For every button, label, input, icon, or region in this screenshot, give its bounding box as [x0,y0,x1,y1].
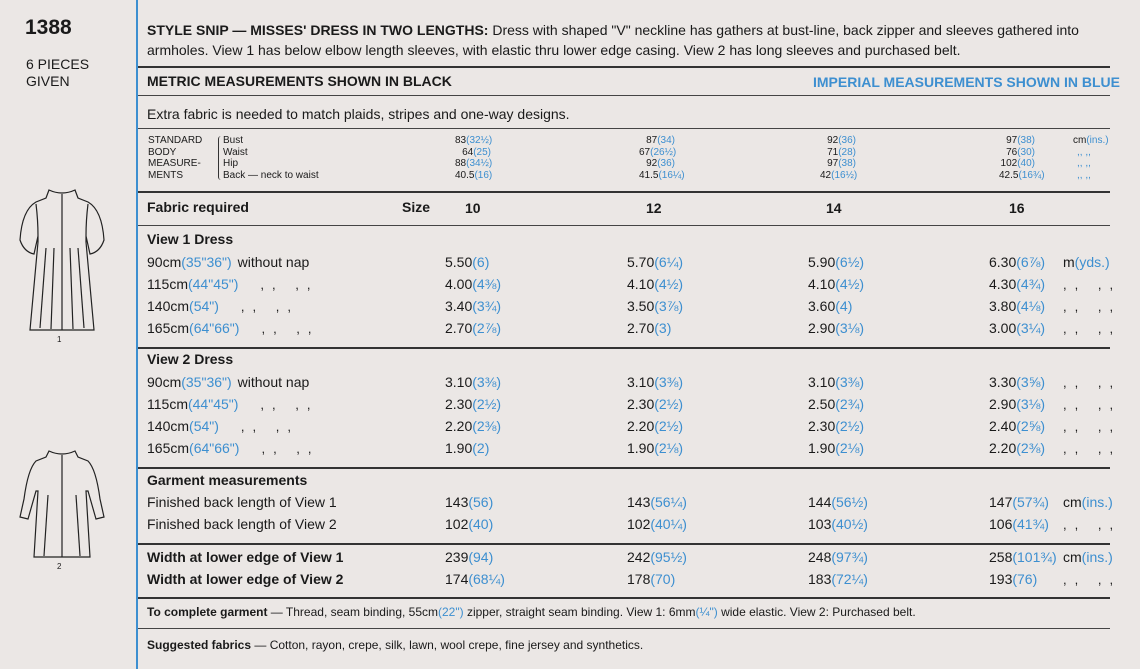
garment-unit: ,, ,, [1063,572,1122,587]
pattern-number: 1388 [25,16,72,39]
view1-dress-illustration [16,180,108,338]
fabric-width-label: 90cm(35"36") without nap [147,374,310,390]
fabric-unit: ,, ,, [1063,277,1122,292]
fabric-value-size-10: 2.30(2½) [445,396,502,412]
extra-fabric-note: Extra fabric is needed to match plaids, stripes and one-way designs. [147,106,570,122]
garment-value-size-16: 147(57¾) [989,494,1049,510]
garment-unit: ,, ,, [1063,517,1122,532]
style-title: STYLE SNIP — MISSES' DRESS IN TWO LENGTHS: [147,22,489,38]
fabric-required-label: Fabric required [147,199,249,215]
garment-value-size-14: 248(97¾) [808,549,868,565]
fabric-value-size-16: 6.30(6⅞) [989,254,1046,270]
garment-value-size-12: 102(40¼) [627,516,687,532]
garment-value-size-10: 239(94) [445,549,494,565]
divider [138,597,1110,599]
garment-value-size-12: 178(70) [627,571,676,587]
bm-units: cm(ins.) ,, ,, ,, ,, ,, ,, [1073,135,1109,181]
fabric-value-size-14: 5.90(6½) [808,254,865,270]
fabric-value-size-16: 2.20(2⅜) [989,440,1046,456]
garment-value-size-10: 174(68¼) [445,571,505,587]
garment-value-size-10: 143(56) [445,494,494,510]
divider [138,225,1110,226]
garment-value-size-10: 102(40) [445,516,494,532]
fabric-width-label: 140cm(54") ,, ,, [147,418,299,434]
divider [138,191,1110,193]
garment-value-size-16: 193(76) [989,571,1038,587]
fabric-value-size-16: 3.80(4⅛) [989,298,1046,314]
garment-value-size-14: 103(40½) [808,516,868,532]
fabric-value-size-10: 3.40(3¾) [445,298,502,314]
divider [138,95,1110,96]
size-10: 10 [465,200,481,216]
fabric-unit: ,, ,, [1063,419,1122,434]
fabric-width-label: 165cm(64"66") ,, ,, [147,320,320,336]
fabric-unit: ,, ,, [1063,441,1122,456]
fabric-value-size-14: 1.90(2⅛) [808,440,865,456]
fabric-value-size-10: 1.90(2) [445,440,490,456]
size-14: 14 [826,200,842,216]
fabric-width-label: 90cm(35"36") without nap [147,254,310,270]
fabric-unit: ,, ,, [1063,375,1122,390]
to-complete-garment: To complete garment — Thread, seam binding, 55cm(22") zipper, straight seam binding. View 1: 6mm(¼") wide elastic. View 2: Purchased belt. [147,605,916,619]
style-description-text: Dress with shaped "V" neckline has gathers at bust-line, back zipper and sleeves gathered into [488,22,1079,38]
fabric-value-size-16: 2.40(2⅝) [989,418,1046,434]
fabric-value-size-10: 5.50(6) [445,254,490,270]
fabric-value-size-10: 3.10(3⅜) [445,374,502,390]
fabric-value-size-12: 2.20(2½) [627,418,684,434]
garment-value-size-14: 144(56½) [808,494,868,510]
fabric-unit: ,, ,, [1063,321,1122,336]
view2-dress-title: View 2 Dress [147,351,234,367]
metric-label: METRIC MEASUREMENTS SHOWN IN BLACK [147,73,452,89]
garment-value-size-14: 183(72¼) [808,571,868,587]
fabric-value-size-10: 4.00(4⅜) [445,276,502,292]
fabric-unit: ,, ,, [1063,299,1122,314]
divider [138,66,1110,68]
fabric-value-size-12: 2.30(2½) [627,396,684,412]
bm-column-1: 87(34) 67(26½) 92(36) 41.5(16¼) [639,135,685,181]
fabric-value-size-12: 4.10(4½) [627,276,684,292]
fabric-value-size-12: 5.70(6¼) [627,254,684,270]
standard-body-measurements-label: STANDARD BODY MEASURE- MENTS [148,135,203,181]
size-12: 12 [646,200,662,216]
vertical-rule [136,0,138,669]
bm-column-3: 97(38) 76(30) 102(40) 42.5(16¾) [999,135,1045,181]
garment-row-label: Width at lower edge of View 1 [147,549,344,565]
fabric-value-size-12: 3.50(3⅞) [627,298,684,314]
garment-unit: cm(ins.) [1063,549,1113,565]
fabric-unit: m(yds.) [1063,254,1110,270]
style-description-line2: armholes. View 1 has below elbow length sleeves, with elastic thru lower edge casing. View 2 has long sleeves and purchased belt. [147,42,961,58]
fabric-value-size-10: 2.20(2⅜) [445,418,502,434]
fabric-width-label: 115cm(44"45") ,, ,, [147,276,319,292]
fabric-value-size-14: 2.90(3⅛) [808,320,865,336]
suggested-fabrics: Suggested fabrics — Cotton, rayon, crepe, silk, lawn, wool crepe, fine jersey and synthetics. [147,638,644,652]
pieces-line2: GIVEN [26,73,70,89]
view1-dress-title: View 1 Dress [147,231,234,247]
fabric-width-label: 140cm(54") ,, ,, [147,298,299,314]
style-description-line1 [147,22,1079,38]
fabric-width-label: 165cm(64"66") ,, ,, [147,440,320,456]
size-label: Size [402,199,431,215]
size-16: 16 [1009,200,1025,216]
fabric-value-size-14: 2.50(2¾) [808,396,865,412]
garment-measurements-title: Garment measurements [147,472,308,488]
measurement-rows: Bust Waist Hip Back — neck to waist [223,135,319,181]
divider [138,467,1110,469]
garment-row-label: Width at lower edge of View 2 [147,571,344,587]
imperial-label: IMPERIAL MEASUREMENTS SHOWN IN BLUE [813,74,1120,90]
fabric-value-size-14: 4.10(4½) [808,276,865,292]
fabric-value-size-12: 3.10(3⅜) [627,374,684,390]
garment-value-size-16: 106(41¾) [989,516,1049,532]
bm-column-0: 83(32½) 64(25) 88(34½) 40.5(16) [455,135,493,181]
divider [138,628,1110,629]
divider [138,543,1110,545]
garment-unit: cm(ins.) [1063,494,1113,510]
garment-value-size-12: 143(56¼) [627,494,687,510]
fabric-value-size-12: 2.70(3) [627,320,672,336]
garment-row-label: Finished back length of View 1 [147,494,337,510]
view2-label: 2 [57,562,62,571]
fabric-unit: ,, ,, [1063,397,1122,412]
fabric-value-size-16: 3.00(3¼) [989,320,1046,336]
bm-column-2: 92(36) 71(28) 97(38) 42(16½) [820,135,858,181]
fabric-value-size-14: 2.30(2½) [808,418,865,434]
fabric-width-label: 115cm(44"45") ,, ,, [147,396,319,412]
fabric-value-size-14: 3.60(4) [808,298,853,314]
fabric-value-size-12: 1.90(2⅛) [627,440,684,456]
fabric-value-size-16: 3.30(3⅝) [989,374,1046,390]
divider [138,128,1110,129]
divider [138,347,1110,349]
view2-dress-illustration [16,445,108,563]
fabric-value-size-14: 3.10(3⅜) [808,374,865,390]
pieces-line1: 6 PIECES [26,56,90,72]
garment-row-label: Finished back length of View 2 [147,516,337,532]
garment-value-size-16: 258(101¾) [989,549,1057,565]
view1-label: 1 [57,335,62,344]
fabric-value-size-10: 2.70(2⅞) [445,320,502,336]
garment-value-size-12: 242(95½) [627,549,687,565]
fabric-value-size-16: 2.90(3⅛) [989,396,1046,412]
fabric-value-size-16: 4.30(4¾) [989,276,1046,292]
